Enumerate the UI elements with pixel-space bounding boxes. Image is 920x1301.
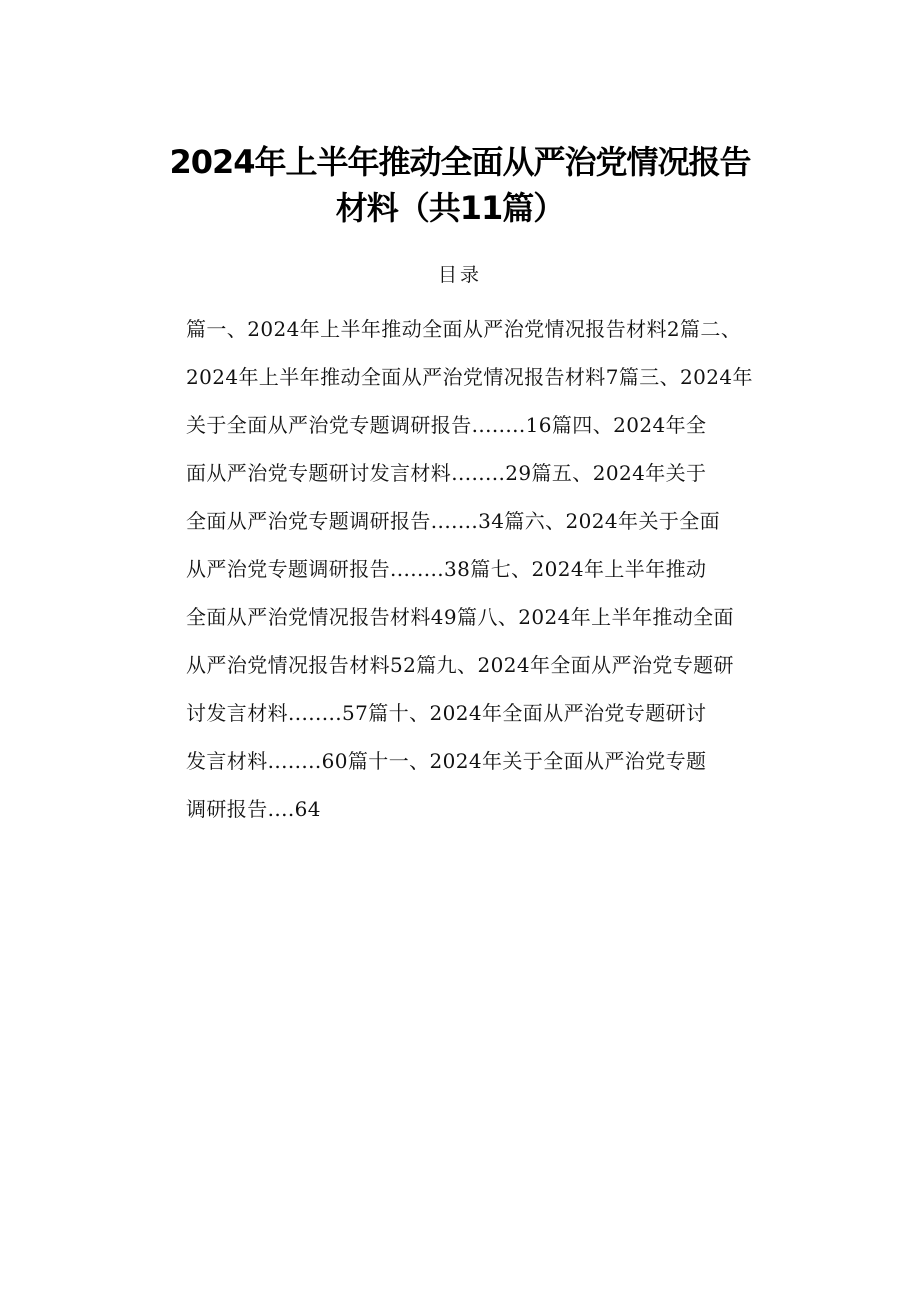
toc-line: 关于全面从严治党专题调研报告........16篇四、2024年全 [186, 413, 707, 437]
toc-line: 从严治党专题调研报告........38篇七、2024年上半年推动 [186, 557, 707, 581]
toc-line: 全面从严治党情况报告材料49篇八、2024年上半年推动全面 [186, 605, 734, 629]
toc-line: 2024年上半年推动全面从严治党情况报告材料7篇三、2024年 [186, 365, 753, 389]
toc-line: 从严治党情况报告材料52篇九、2024年全面从严治党专题研 [186, 653, 734, 677]
document-title-line-2: 材料（共11篇） [335, 189, 565, 227]
toc-line: 面从严治党专题研讨发言材料........29篇五、2024年关于 [186, 461, 707, 485]
toc-line: 发言材料........60篇十一、2024年关于全面从严治党专题 [186, 749, 707, 773]
toc-heading: 目录 [437, 264, 482, 286]
toc-line: 讨发言材料........57篇十、2024年全面从严治党专题研讨 [186, 701, 707, 725]
document-title-line-1: 2024年上半年推动全面从严治党情况报告 [169, 143, 751, 181]
toc-line: 篇一、2024年上半年推动全面从严治党情况报告材料2篇二、 [186, 317, 742, 341]
toc-line: 全面从严治党专题调研报告.......34篇六、2024年关于全面 [186, 509, 721, 533]
toc-line: 调研报告....64 [186, 797, 321, 821]
table-of-contents [186, 305, 796, 833]
